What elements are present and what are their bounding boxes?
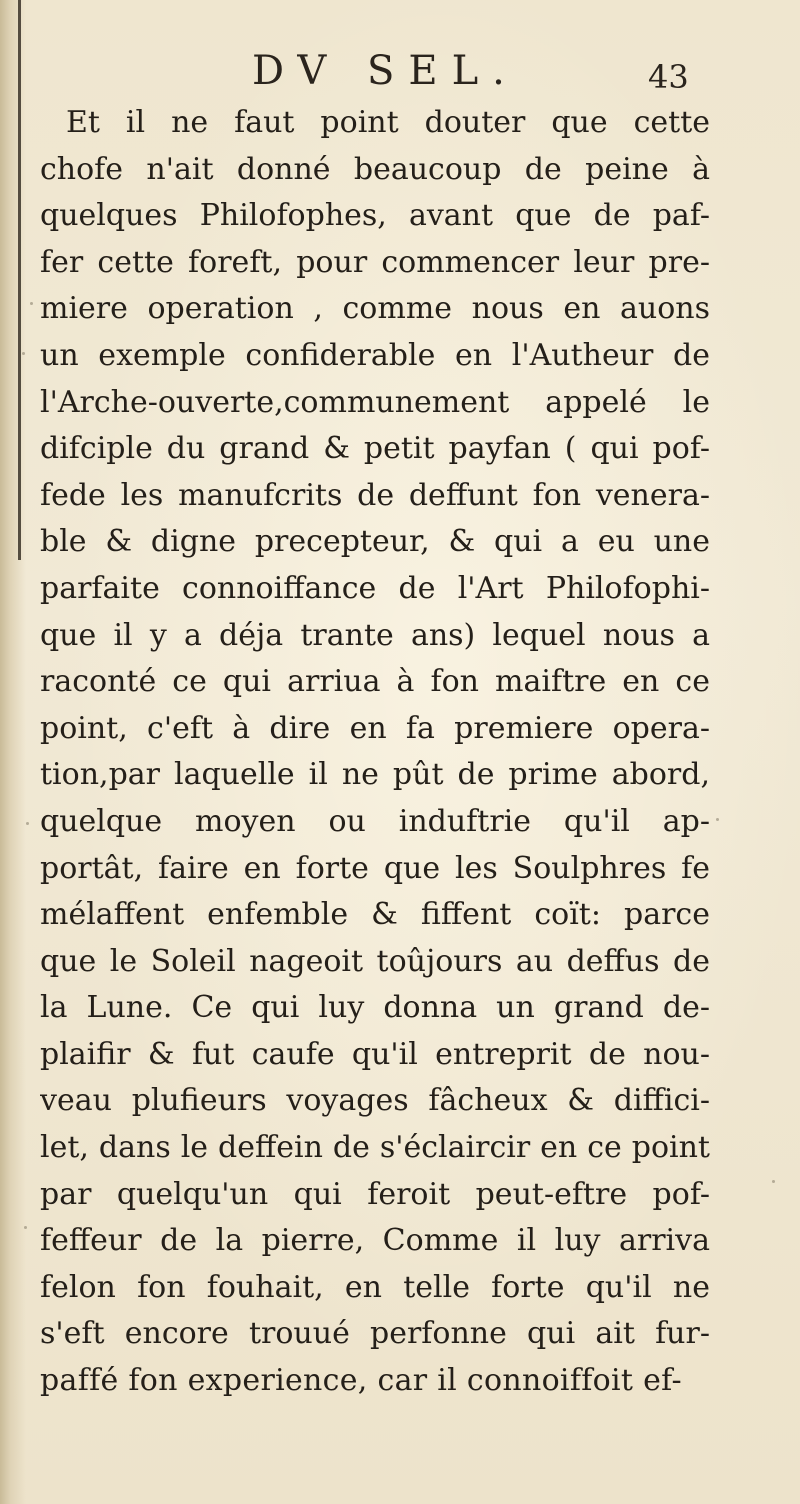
text-line: s'eft encore trouué perfonne qui ait fur-	[40, 1316, 710, 1352]
text-line: miere operation , comme nous en auons	[40, 291, 710, 327]
text-line: raconté ce qui arriua à fon maiftre en ce	[40, 664, 710, 700]
paper-speck	[772, 1180, 775, 1183]
text-line: la Lune. Ce qui luy donna un grand de-	[40, 990, 710, 1026]
paper-speck	[24, 1226, 27, 1229]
text-line: quelque moyen ou induftrie qu'il ap-	[40, 803, 710, 839]
page-number: 43	[648, 58, 689, 96]
text-line: chofe n'ait donné beaucoup de peine à	[40, 151, 710, 187]
text-line: feffeur de la pierre, Comme il luy arriva	[40, 1223, 710, 1259]
paper-speck	[30, 302, 33, 305]
text-line: ble & digne precepteur, & qui a eu une	[40, 524, 710, 560]
text-line: fer cette foreft, pour commencer leur pre-	[40, 244, 710, 280]
text-line: un exemple confiderable en l'Autheur de	[40, 337, 710, 373]
text-line: l'Arche-ouverte,communement appelé le	[40, 384, 710, 420]
paper-speck	[716, 818, 719, 821]
text-line: par quelqu'un qui feroit peut-eftre pof-	[40, 1176, 710, 1212]
page-gutter-shadow	[0, 0, 26, 1504]
running-head-title: DV SEL.	[252, 48, 519, 94]
text-line: fede les manufcrits de deffunt fon venera-	[40, 477, 710, 513]
text-line: mélaffent enfemble & fiffent coït: parce	[40, 897, 710, 933]
text-line: difciple du grand & petit payfan ( qui pof-	[40, 431, 710, 467]
text-line: parfaite connoiffance de l'Art Philofophi-	[40, 570, 710, 606]
text-line: que le Soleil nageoit toûjours au deffus de	[40, 943, 710, 979]
text-line: paffé fon experience, car il connoiffoit ef-	[40, 1363, 682, 1399]
text-line: Et il ne faut point douter que cette	[66, 105, 710, 140]
text-line: quelques Philofophes, avant que de paf-	[40, 198, 710, 234]
text-line: portât, faire en forte que les Soulphres fe	[40, 850, 710, 886]
text-line: felon fon fouhait, en telle forte qu'il ne	[40, 1269, 710, 1305]
paper-speck	[22, 352, 25, 355]
body-text	[40, 100, 710, 1405]
paper-speck	[26, 822, 29, 825]
text-line: veau plufieurs voyages fâcheux & diffici-	[40, 1083, 710, 1119]
running-head	[0, 48, 800, 108]
text-line: point, c'eft à dire en fa premiere opera-	[40, 710, 710, 746]
text-line: let, dans le deffein de s'éclaircir en ce point	[40, 1130, 710, 1166]
text-line: plaifir & fut caufe qu'il entreprit de nou-	[40, 1036, 710, 1072]
text-line: que il y a déja trante ans) lequel nous a	[40, 617, 710, 653]
text-line: tion,par laquelle il ne pût de prime abord,	[40, 757, 710, 793]
